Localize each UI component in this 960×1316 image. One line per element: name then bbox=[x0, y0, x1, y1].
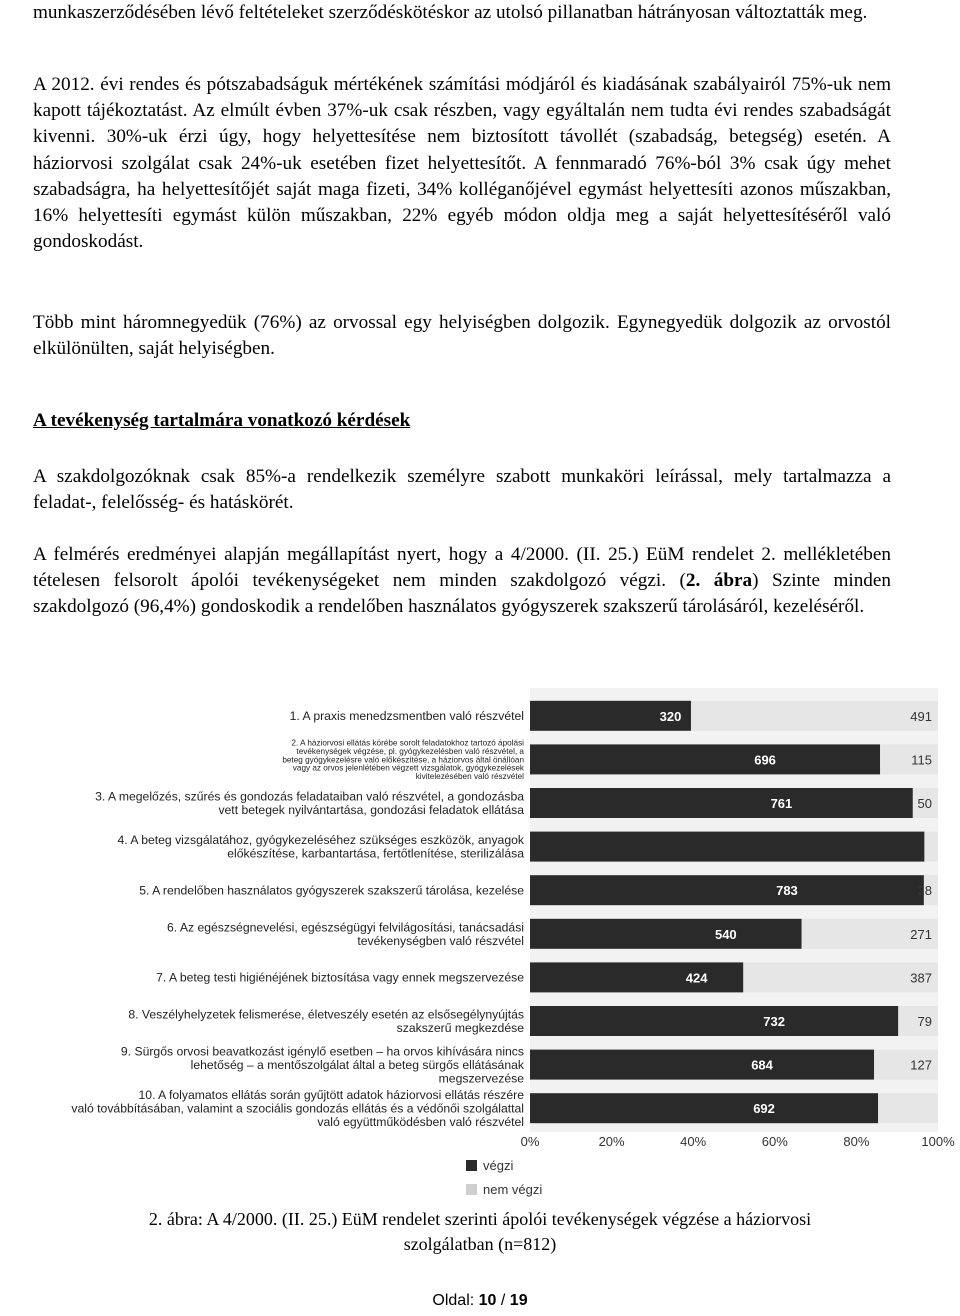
legend-swatch-vegzi bbox=[466, 1160, 477, 1171]
x-tick-label-3: 40% bbox=[680, 1134, 707, 1149]
data-label-vegzi-1: 320 bbox=[659, 708, 682, 724]
bar-vegzi-2 bbox=[530, 744, 880, 774]
data-label-vegzi-7: 424 bbox=[685, 970, 708, 986]
legend-swatch-nem-vegzi bbox=[466, 1184, 477, 1195]
legend-label-nem-vegzi: nem végzi bbox=[483, 1182, 543, 1197]
paragraph-survey-text-a: A felmérés eredményei alapján megállapítást nyert, hogy a 4/2000. (II. 25.) EüM rendelet 2. mellékletében tételesen felsorolt ápolói tevékenységeket nem minden szakdolgozó végzi. ( bbox=[33, 544, 891, 592]
data-label-vegzi-6: 540 bbox=[714, 926, 737, 942]
x-tick-label-5: 80% bbox=[843, 1134, 870, 1149]
page-current: 10 bbox=[478, 1292, 497, 1309]
category-label-8-line-2: szakszerű megkezdése bbox=[396, 1021, 524, 1036]
bar-vegzi-10 bbox=[530, 1093, 878, 1123]
category-label-10-line-3: való együttműködésben való részvétel bbox=[317, 1114, 524, 1129]
page-total: 19 bbox=[509, 1292, 528, 1309]
category-label-4-line-2: előkészítése, karbantartása, fertőtlenítése, sterilizálása bbox=[227, 846, 524, 861]
category-label-9-line-1: 9. Sürgős orvosi beavatkozást igénylő esetben – ha orvos kihívására nincs bbox=[120, 1044, 524, 1059]
data-label-vegzi-8: 732 bbox=[763, 1014, 785, 1029]
data-label-vegzi-2: 696 bbox=[754, 752, 776, 768]
paragraph-contract-change: munkaszerződésében lévő feltételeket szerződéskötéskor az utolsó pillanatban hátrányosan változtatták meg. bbox=[33, 2, 868, 23]
data-label-nem-vegzi-8: 79 bbox=[917, 1014, 932, 1029]
category-label-3-line-1: 3. A megelőzés, szűrés és gondozás feladataiban való részvétel, a gondozásba bbox=[95, 789, 524, 804]
bar-nem-vegzi-1 bbox=[691, 701, 938, 731]
page-label: Oldal: bbox=[432, 1292, 475, 1309]
bar-vegzi-3 bbox=[530, 788, 913, 818]
caption-line-1: 2. ábra: A 4/2000. (II. 25.) EüM rendelet szerinti ápolói tevékenységek végzése a háziorvosi bbox=[148, 1209, 812, 1229]
data-label-vegzi-5: 783 bbox=[776, 883, 798, 899]
activity-chart bbox=[0, 684, 960, 1204]
category-label-10-line-2: való továbbításában, valamint a szociális gondozás ellátás és a védőnői szolgálattal bbox=[71, 1101, 524, 1116]
data-label-nem-vegzi-7: 387 bbox=[910, 970, 932, 986]
category-label-6-line-1: 6. Az egészségnevelési, egészségügyi felvilágosítási, tanácsadási bbox=[166, 920, 524, 935]
paragraph-room-sharing: Több mint háromnegyedük (76%) az orvossal egy helyiségben dolgozik. Egynegyedük dolgozik az orvostól elkülönülten, saját helyiségben. bbox=[33, 312, 891, 360]
category-label-2-line-2: tevékenységek végzése, pl. gyógykezelésben való részvétel, a bbox=[296, 746, 524, 756]
paragraph-job-description: A szakdolgozóknak csak 85%-a rendelkezik személyre szabott munkaköri leírással, mely tartalmazza a feladat-, felelősség- és hatáskörét. bbox=[33, 466, 891, 514]
bar-nem-vegzi-10 bbox=[878, 1093, 938, 1123]
data-label-nem-vegzi-2: 115 bbox=[911, 752, 932, 768]
data-label-nem-vegzi-9: 127 bbox=[910, 1057, 932, 1073]
category-label-3-line-2: vett betegek nyilvántartása, gondozási feladatok ellátása bbox=[218, 803, 524, 818]
bar-vegzi-8 bbox=[530, 1006, 898, 1036]
bar-vegzi-6 bbox=[530, 919, 802, 949]
bar-nem-vegzi-4 bbox=[924, 832, 938, 862]
paragraph-survey-text-b: ) Szinte minden szakdolgozó (96,4%) gondoskodik a rendelőben használatos gyógyszerek szakszerű tárolásáról, kezeléséről. bbox=[33, 570, 892, 618]
figure-reference: 2. ábra bbox=[685, 570, 753, 592]
paragraph-leave-info: A 2012. évi rendes és pótszabadságuk mértékének számítási módjáról és kiadásának szabályairól 75%-uk nem kapott tájékoztatást. Az elmúlt évben 37%-uk csak részben, vagy egyáltalán nem tudta évi rendes szabadságát kivenni. 30%-uk érzi úgy, hogy helyettesítése nem biztosított távollét (szabadság, betegség) esetén. A háziorvosi szolgálat csak 24%-uk esetében fizet helyettesítőt. A fennmaradó 76%-ból 3% csak úgy mehet szabadságra, ha helyettesítőjét saját maga fizeti, 34% kolléganőjével egymást helyettesíti azonos műszakban, 16% helyettesíti egymást külön műszakban, 22% egyéb módon oldja meg a saját helyettesítéséről való gondoskodást. bbox=[33, 74, 891, 253]
category-label-9-line-3: megszervezése bbox=[438, 1071, 524, 1086]
activity-chart-svg bbox=[0, 684, 960, 1204]
data-label-vegzi-10: 692 bbox=[753, 1101, 775, 1117]
paragraph-survey-results bbox=[33, 542, 891, 621]
data-label-vegzi-9: 684 bbox=[751, 1057, 773, 1073]
category-label-7-line-1: 7. A beteg testi higiénéjének biztosítása vagy ennek megszervezése bbox=[156, 970, 524, 985]
category-label-2-line-1: 2. A háziorvosi ellátás körébe sorolt feladatokhoz tartozó ápolási bbox=[291, 738, 524, 748]
legend-label-vegzi: végzi bbox=[483, 1158, 514, 1173]
data-label-nem-vegzi-5: 28 bbox=[917, 883, 932, 899]
data-label-vegzi-3: 761 bbox=[770, 796, 793, 811]
x-tick-label-2: 20% bbox=[598, 1134, 625, 1149]
category-label-10-line-1: 10. A folyamatos ellátás során gyűjtött adatok háziorvosi ellátás részére bbox=[138, 1087, 524, 1102]
page-footer bbox=[0, 1292, 960, 1310]
data-label-nem-vegzi-3: 50 bbox=[917, 796, 932, 811]
category-label-6-line-2: tevékenységben való részvétel bbox=[357, 933, 524, 948]
category-label-5-line-1: 5. A rendelőben használatos gyógyszerek szakszerű tárolása, kezelése bbox=[139, 883, 524, 898]
bar-vegzi-5 bbox=[530, 875, 924, 905]
figure-caption bbox=[60, 1207, 900, 1257]
x-tick-label-1: 0% bbox=[520, 1134, 540, 1149]
category-label-8-line-1: 8. Veszélyhelyzetek felismerése, életveszély esetén az elsősegélynyújtás bbox=[128, 1007, 524, 1022]
page-separator: / bbox=[500, 1292, 506, 1309]
category-label-2-line-4: vagy az orvos jelenlétében végzett vizsgálatok, gyógykezelések bbox=[292, 763, 524, 773]
data-label-nem-vegzi-6: 271 bbox=[910, 926, 932, 942]
category-label-2-line-5: kivitelezésében való részvétel bbox=[415, 772, 524, 782]
bar-nem-vegzi-7 bbox=[743, 962, 938, 992]
category-label-2-line-3: beteg gyógykezelésre való előkészítése, a háziorvos által önállóan bbox=[282, 755, 524, 765]
bar-vegzi-7 bbox=[530, 962, 743, 992]
data-label-nem-vegzi-1: 491 bbox=[910, 708, 932, 724]
bar-vegzi-4 bbox=[530, 832, 924, 862]
x-tick-label-6: 100% bbox=[921, 1134, 955, 1149]
category-label-9-line-2: lehetőség – a mentőszolgálat által a beteg sürgős ellátásának bbox=[190, 1057, 524, 1072]
bar-vegzi-9 bbox=[530, 1050, 874, 1080]
caption-line-2: szolgálatban (n=812) bbox=[403, 1234, 557, 1254]
x-tick-label-4: 60% bbox=[761, 1134, 788, 1149]
section-heading: A tevékenység tartalmára vonatkozó kérdések bbox=[33, 410, 411, 431]
category-label-1-line-1: 1. A praxis menedzsmentben való részvétel bbox=[289, 709, 524, 724]
category-label-4-line-1: 4. A beteg vizsgálatához, gyógykezeléséhez szükséges eszközök, anyagok bbox=[117, 833, 524, 848]
